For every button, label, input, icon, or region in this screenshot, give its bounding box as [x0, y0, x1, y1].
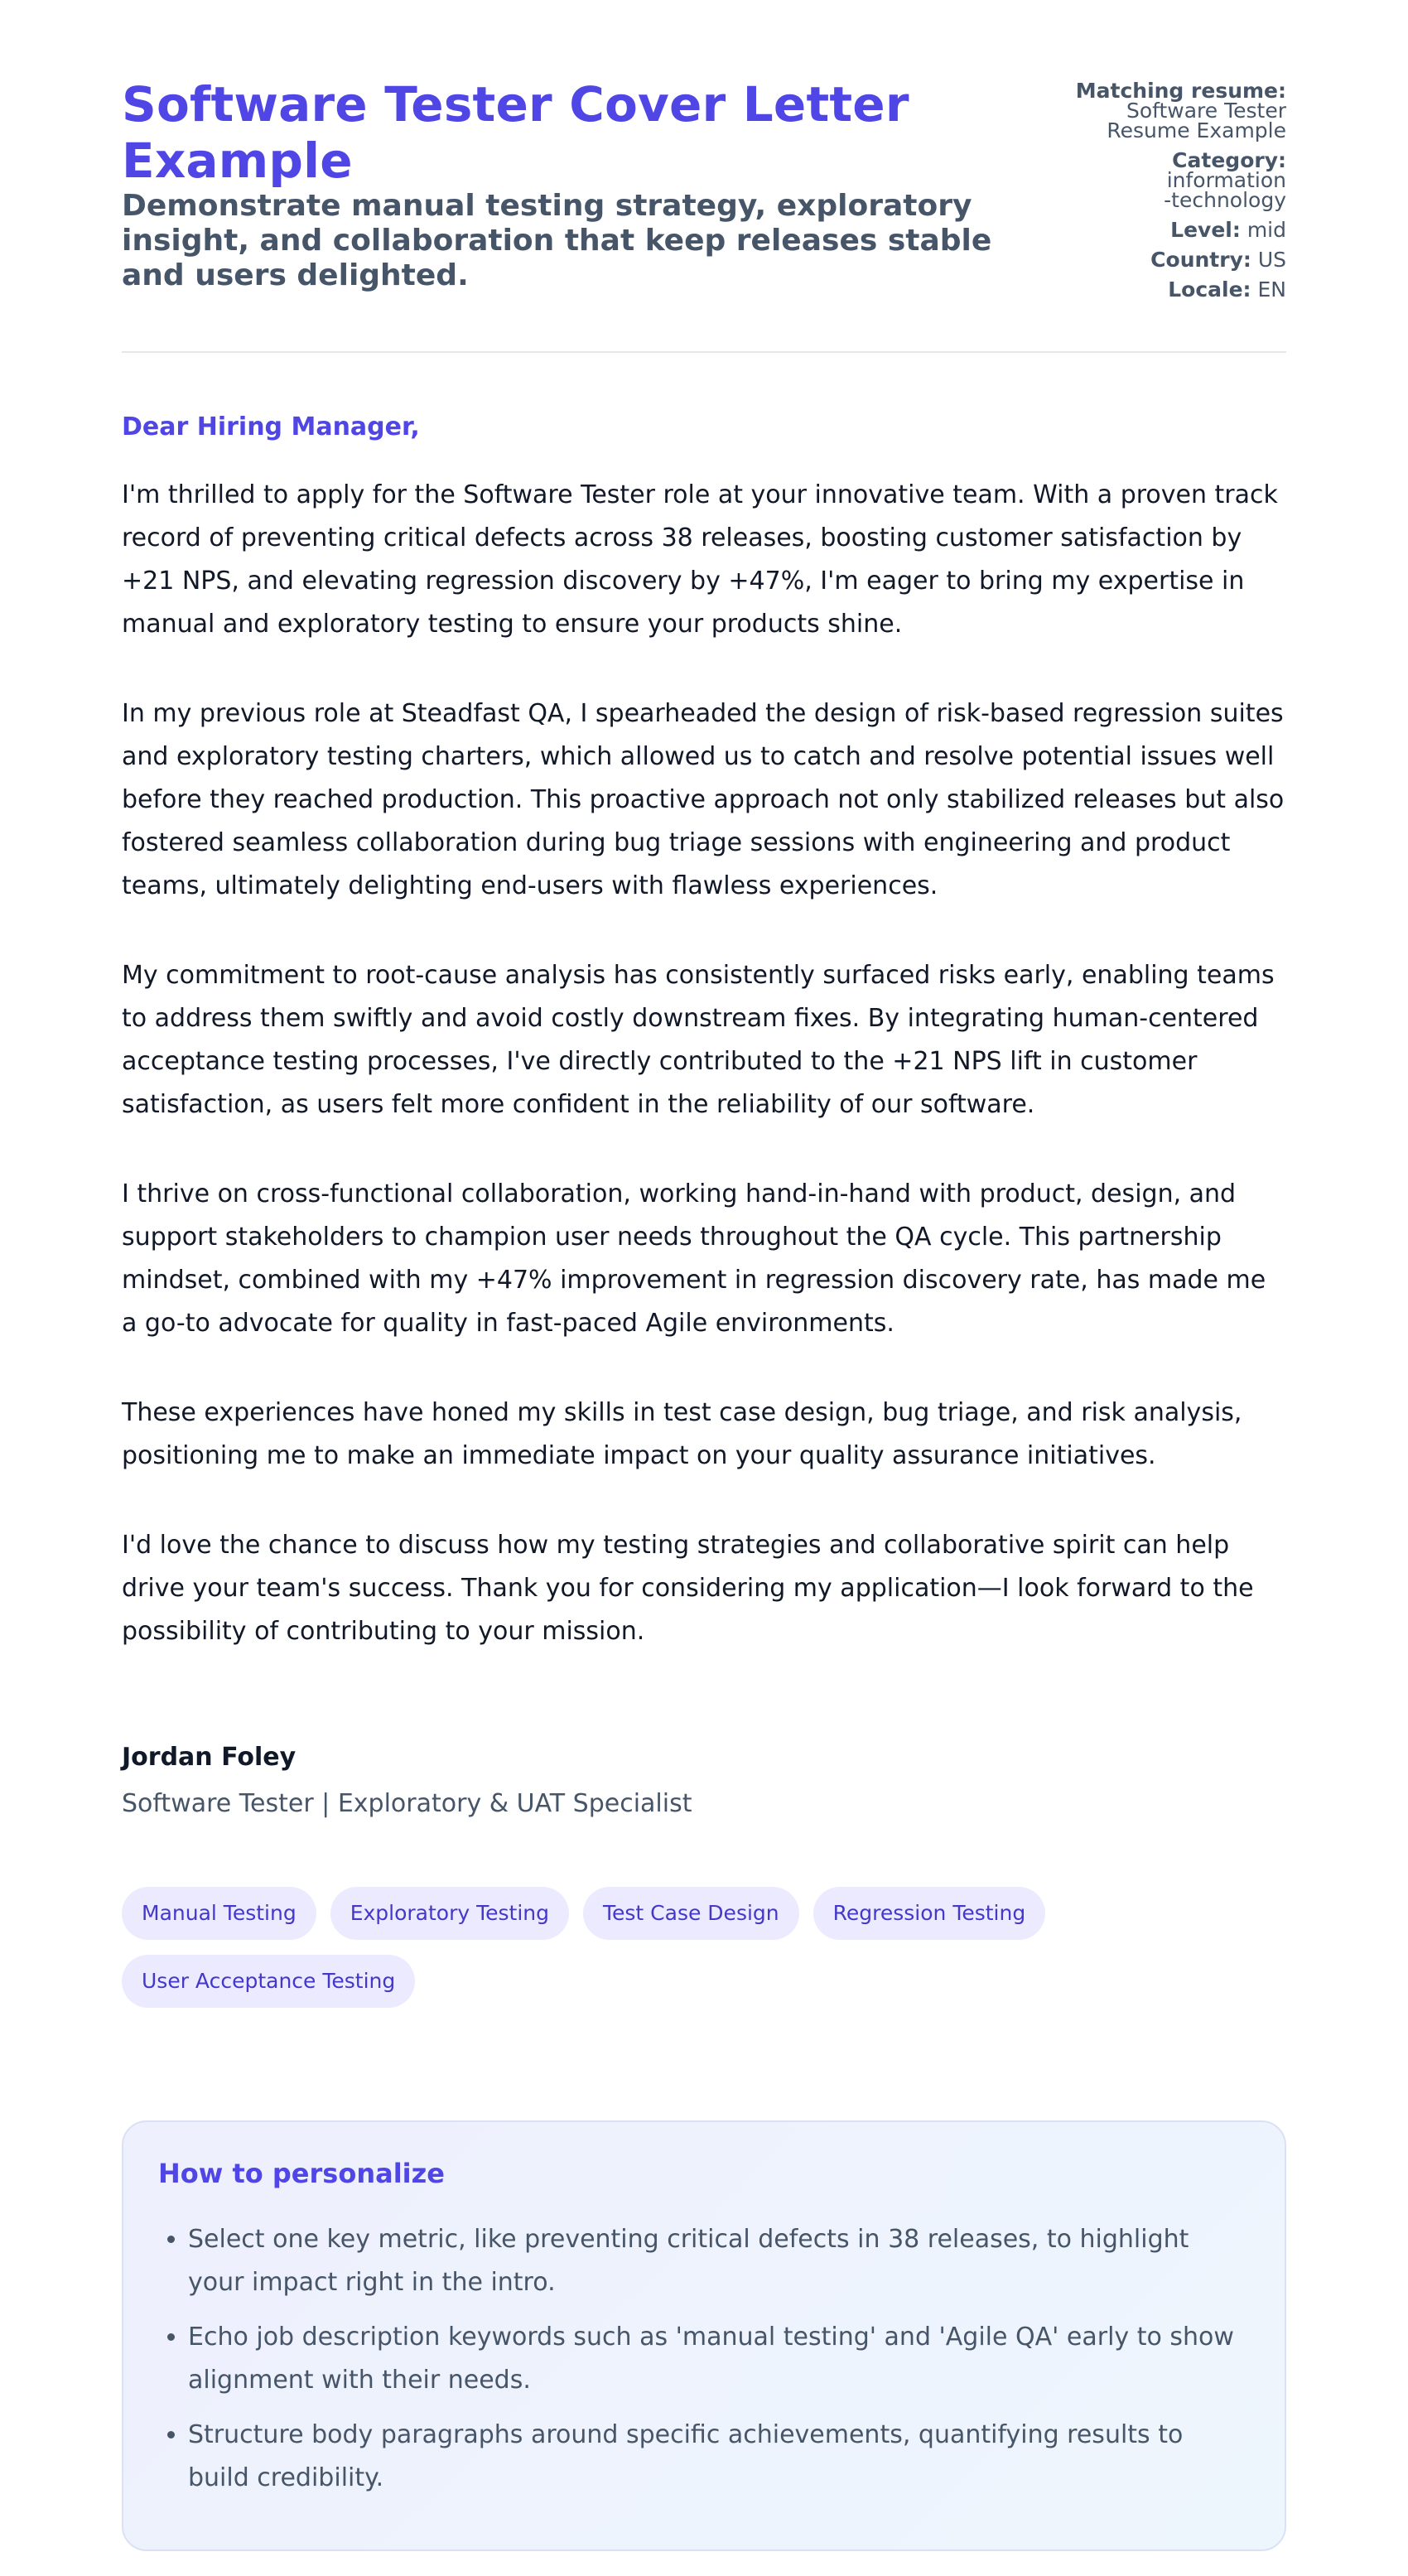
- letter-paragraph: These experiences have honed my skills in test case design, bug triage, and risk analysis, positioning me to make an immediate impact on your quality assurance initiatives.: [122, 1398, 1242, 1470]
- signature: [122, 1741, 1286, 1821]
- tip-item: • Select one key metric, like preventing critical defects in 38 releases, to highlight your impact right in the intro.: [188, 2218, 1250, 2304]
- personalize-tips-box: [122, 2120, 1286, 2551]
- tips-title: How to personalize: [158, 2158, 445, 2189]
- letter-body: [122, 474, 1286, 1653]
- meta-label: Category:: [1172, 148, 1286, 172]
- page-title: Software Tester Cover Letter Example: [122, 76, 909, 189]
- meta-panel: [1038, 76, 1286, 310]
- meta-value: Software Tester Resume Example: [1107, 99, 1286, 142]
- meta-value: EN: [1257, 277, 1286, 301]
- page-subtitle: Demonstrate manual testing strategy, exploratory insight, and collaboration that keep releases stable and users delighted.: [122, 189, 992, 292]
- meta-value: mid: [1246, 218, 1286, 242]
- tips-list: [158, 2218, 1250, 2500]
- letter-paragraph: In my previous role at Steadfast QA, I spearheaded the design of risk-based regression suites and exploratory testing charters, which allowed us to catch and resolve potential issues well before they reached production. This proactive approach not only stabilized releases but also fostered seamless collaboration during bug triage sessions with engineering and product teams, ultimately delighting end-users with flawless experiences.: [122, 699, 1285, 900]
- skill-tags: [122, 1887, 1099, 2008]
- meta-matching-resume: [1038, 81, 1286, 141]
- meta-level: [1038, 220, 1286, 240]
- header-divider: [122, 351, 1286, 353]
- letter-paragraph: My commitment to root-cause analysis has consistently surfaced risks early, enabling teams to address them swiftly and avoid costly downstream fixes. By integrating human-centered acceptance testing processes, I've directly contributed to the +21 NPS lift in customer satisfaction, as users felt more confident in the reliability of our software.: [122, 961, 1275, 1119]
- cover-letter-page: [122, 0, 1286, 2551]
- tip-item: • Structure body paragraphs around specific achievements, quantifying results to build credibility.: [188, 2414, 1250, 2500]
- signature-title: Software Tester | Exploratory & UAT Specialist: [122, 1789, 692, 1818]
- skill-tag: Test Case Design: [583, 1887, 799, 1940]
- meta-label: Matching resume:: [1075, 79, 1286, 103]
- page-header: [122, 76, 1286, 310]
- meta-country: [1038, 250, 1286, 270]
- meta-category: [1038, 148, 1286, 212]
- skill-tag: Regression Testing: [813, 1887, 1046, 1940]
- skill-tag: Exploratory Testing: [330, 1887, 569, 1940]
- meta-label: Level:: [1170, 218, 1241, 242]
- letter-paragraph: I thrive on cross-functional collaboration, working hand-in-hand with product, design, and support stakeholders to champion user needs throughout the QA cycle. This partnership mindset, combined with my +47% improvement in regression discovery rate, has made me a go-to advocate for quality in fast-paced Agile environments.: [122, 1179, 1266, 1338]
- signature-name: Jordan Foley: [122, 1743, 297, 1772]
- meta-label: Locale:: [1168, 277, 1251, 301]
- skill-tag: Manual Testing: [122, 1887, 316, 1940]
- skill-tag: User Acceptance Testing: [122, 1955, 415, 2008]
- meta-locale: [1038, 277, 1286, 301]
- meta-label: Country:: [1150, 248, 1251, 272]
- tip-item: • Echo job description keywords such as 'manual testing' and 'Agile QA' early to show alignment with their needs.: [188, 2316, 1250, 2402]
- meta-value: information-technology: [1164, 168, 1286, 212]
- letter-greeting: Dear Hiring Manager,: [122, 412, 420, 441]
- meta-value: US: [1257, 248, 1286, 272]
- header-titles: [122, 76, 1016, 293]
- letter-paragraph: I'd love the chance to discuss how my testing strategies and collaborative spirit can help drive your team's success. Thank you for considering my application—I look forward to the possibility of contributing to your mission.: [122, 1531, 1254, 1646]
- letter-paragraph: I'm thrilled to apply for the Software Tester role at your innovative team. With a proven track record of preventing critical defects across 38 releases, boosting customer satisfaction by +21 NPS, and elevating regression discovery by +47%, I'm eager to bring my expertise in manual and exploratory testing to ensure your products shine.: [122, 480, 1278, 639]
